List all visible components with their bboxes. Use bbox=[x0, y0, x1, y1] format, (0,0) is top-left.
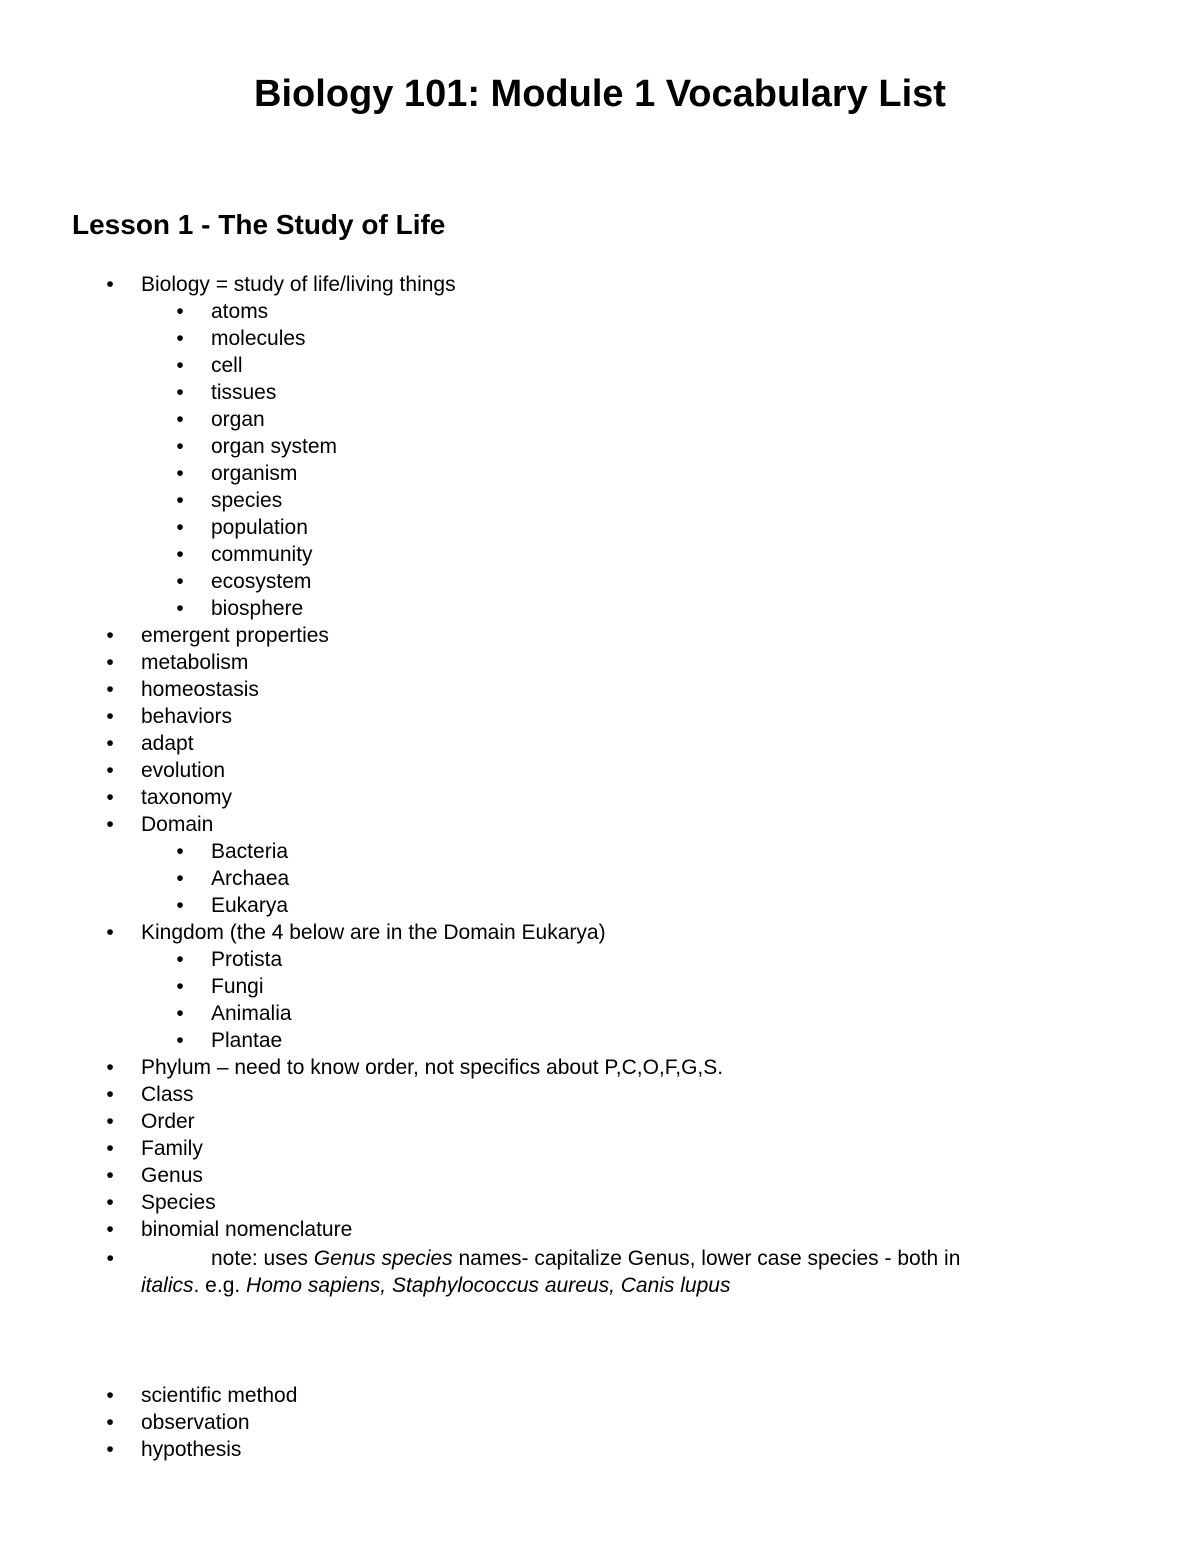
vocab-term: Fungi bbox=[211, 975, 264, 998]
bullet-icon: • bbox=[176, 597, 184, 620]
vocab-term: Bacteria bbox=[211, 840, 289, 863]
list-item bbox=[0, 622, 1200, 649]
bullet-icon: • bbox=[106, 1110, 114, 1133]
list-item bbox=[0, 1054, 1200, 1081]
bullet-icon: • bbox=[176, 408, 184, 431]
sub-list-item bbox=[0, 595, 1200, 622]
bullet-icon: • bbox=[176, 975, 184, 998]
bullet-icon: • bbox=[176, 948, 184, 971]
bullet-icon: • bbox=[106, 1137, 114, 1160]
bullet-icon: • bbox=[106, 759, 114, 782]
list-item bbox=[0, 1189, 1200, 1216]
note-examples: Homo sapiens, Staphylococcus aureus, Canis lupus bbox=[246, 1274, 731, 1297]
bullet-icon: • bbox=[106, 921, 114, 944]
bullet-icon: • bbox=[176, 381, 184, 404]
bullet-icon: • bbox=[176, 354, 184, 377]
vocab-term: metabolism bbox=[141, 651, 249, 674]
vocab-term: species bbox=[211, 489, 283, 512]
note-line bbox=[0, 1245, 1200, 1272]
bullet-icon: • bbox=[106, 1218, 114, 1241]
vocab-term: Domain bbox=[141, 813, 214, 836]
vocab-term: taxonomy bbox=[141, 786, 233, 809]
bullet-icon: • bbox=[106, 1191, 114, 1214]
vocab-term: Eukarya bbox=[211, 894, 289, 917]
note-line-continuation bbox=[141, 1272, 730, 1299]
list-item bbox=[0, 1081, 1200, 1108]
vocab-term: observation bbox=[141, 1411, 250, 1434]
vocab-term: Class bbox=[141, 1083, 194, 1106]
sub-list-item bbox=[0, 379, 1200, 406]
vocab-term: organ system bbox=[211, 435, 338, 458]
bullet-icon: • bbox=[176, 867, 184, 890]
list-item bbox=[0, 649, 1200, 676]
list-item bbox=[0, 757, 1200, 784]
vocab-term: Plantae bbox=[211, 1029, 283, 1052]
vocab-term: behaviors bbox=[141, 705, 233, 728]
bullet-icon: • bbox=[106, 732, 114, 755]
vocab-term: Genus bbox=[141, 1164, 203, 1187]
vocab-term: Species bbox=[141, 1191, 216, 1214]
sub-list-item bbox=[0, 487, 1200, 514]
bullet-icon: • bbox=[106, 1384, 114, 1407]
list-item bbox=[0, 1436, 1200, 1463]
bullet-icon: • bbox=[106, 1411, 114, 1434]
vocab-term: hypothesis bbox=[141, 1438, 242, 1461]
vocab-term: Protista bbox=[211, 948, 283, 971]
vocab-term: Kingdom (the 4 below are in the Domain Eukarya) bbox=[141, 921, 606, 944]
bullet-icon: • bbox=[106, 1247, 114, 1270]
sub-list-item bbox=[0, 838, 1200, 865]
sub-list-item bbox=[0, 433, 1200, 460]
vocab-term: community bbox=[211, 543, 313, 566]
lesson-heading: Lesson 1 - The Study of Life bbox=[72, 209, 446, 240]
bullet-icon: • bbox=[176, 543, 184, 566]
bullet-icon: • bbox=[106, 1438, 114, 1461]
sub-list-item bbox=[0, 568, 1200, 595]
note-italic-term: Genus species bbox=[313, 1247, 453, 1270]
bullet-icon: • bbox=[106, 1083, 114, 1106]
bullet-icon: • bbox=[106, 813, 114, 836]
bullet-icon: • bbox=[176, 516, 184, 539]
bullet-icon: • bbox=[106, 651, 114, 674]
list-item bbox=[0, 1108, 1200, 1135]
vocab-term: evolution bbox=[141, 759, 226, 782]
list-item bbox=[0, 703, 1200, 730]
bullet-icon: • bbox=[176, 1029, 184, 1052]
note-prefix: note: uses bbox=[211, 1247, 314, 1270]
vocab-term: biosphere bbox=[211, 597, 304, 620]
note-text bbox=[211, 1245, 960, 1272]
sub-list-item bbox=[0, 946, 1200, 973]
bullet-icon: • bbox=[176, 489, 184, 512]
vocab-term: Family bbox=[141, 1137, 203, 1160]
vocab-term: Animalia bbox=[211, 1002, 292, 1025]
vocab-term: organ bbox=[211, 408, 265, 431]
bullet-icon: • bbox=[106, 705, 114, 728]
vocab-term: Order bbox=[141, 1110, 195, 1133]
vocab-term: tissues bbox=[211, 381, 277, 404]
bullet-icon: • bbox=[176, 462, 184, 485]
note-italics-word: italics bbox=[141, 1274, 194, 1297]
sub-list-item bbox=[0, 460, 1200, 487]
sub-list-item bbox=[0, 298, 1200, 325]
list-item bbox=[0, 1409, 1200, 1436]
bullet-icon: • bbox=[176, 894, 184, 917]
vocab-term: Biology = study of life/living things bbox=[141, 273, 456, 296]
note-middle: names- capitalize Genus, lower case species - both in bbox=[452, 1247, 961, 1270]
list-item bbox=[0, 271, 1200, 298]
list-item bbox=[0, 919, 1200, 946]
vocabulary-list-part2 bbox=[0, 1382, 1200, 1463]
list-item bbox=[0, 784, 1200, 811]
bullet-icon: • bbox=[176, 1002, 184, 1025]
list-item bbox=[0, 1216, 1200, 1243]
vocab-term: atoms bbox=[211, 300, 269, 323]
bullet-icon: • bbox=[106, 624, 114, 647]
bullet-icon: • bbox=[106, 1056, 114, 1079]
list-item bbox=[0, 811, 1200, 838]
sub-list-item bbox=[0, 514, 1200, 541]
list-item bbox=[0, 1162, 1200, 1189]
vocab-term: Archaea bbox=[211, 867, 290, 890]
bullet-icon: • bbox=[106, 678, 114, 701]
sub-list-item bbox=[0, 406, 1200, 433]
sub-list-item bbox=[0, 352, 1200, 379]
bullet-icon: • bbox=[176, 300, 184, 323]
vocab-term: scientific method bbox=[141, 1384, 298, 1407]
vocab-term: molecules bbox=[211, 327, 306, 350]
bullet-icon: • bbox=[176, 435, 184, 458]
vocab-term: binomial nomenclature bbox=[141, 1218, 353, 1241]
note-eg: . e.g. bbox=[193, 1274, 247, 1297]
vocab-term: population bbox=[211, 516, 308, 539]
vocab-term: Phylum – need to know order, not specifics about P,C,O,F,G,S. bbox=[141, 1056, 724, 1079]
sub-list-item bbox=[0, 865, 1200, 892]
vocab-term: homeostasis bbox=[141, 678, 259, 701]
sub-list-item bbox=[0, 1027, 1200, 1054]
bullet-icon: • bbox=[176, 570, 184, 593]
list-item bbox=[0, 730, 1200, 757]
sub-list-item bbox=[0, 1000, 1200, 1027]
bullet-icon: • bbox=[176, 327, 184, 350]
vocab-term: adapt bbox=[141, 732, 194, 755]
bullet-icon: • bbox=[106, 786, 114, 809]
sub-list-item bbox=[0, 541, 1200, 568]
sub-list-item bbox=[0, 325, 1200, 352]
vocab-term: cell bbox=[211, 354, 243, 377]
document-title: Biology 101: Module 1 Vocabulary List bbox=[254, 73, 946, 115]
bullet-icon: • bbox=[176, 840, 184, 863]
sub-list-item bbox=[0, 892, 1200, 919]
vocabulary-list-part1 bbox=[0, 271, 1200, 1243]
sub-list-item bbox=[0, 973, 1200, 1000]
vocab-term: emergent properties bbox=[141, 624, 329, 647]
vocab-term: ecosystem bbox=[211, 570, 312, 593]
bullet-icon: • bbox=[106, 1164, 114, 1187]
list-item bbox=[0, 676, 1200, 703]
list-item bbox=[0, 1382, 1200, 1409]
vocab-term: organism bbox=[211, 462, 298, 485]
bullet-icon: • bbox=[106, 273, 114, 296]
list-item bbox=[0, 1135, 1200, 1162]
